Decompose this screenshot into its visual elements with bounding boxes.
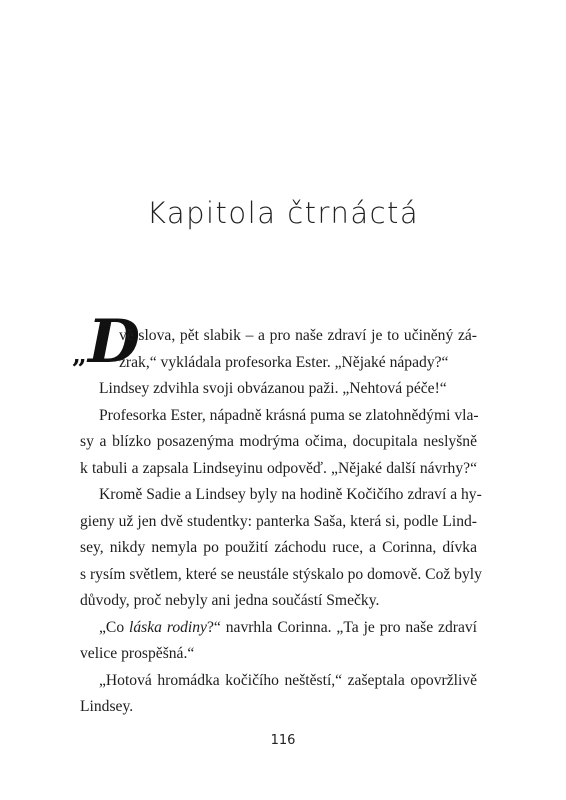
text-line: sey, nikdy nemyla po použití záchodu ruce, a Corinna, dívka	[80, 539, 477, 556]
text-fragment: ?“ navrhla Corinna. „Ta je pro naše zdraví	[206, 618, 477, 636]
drop-cap-quote: „	[72, 340, 87, 370]
page-number: 116	[270, 733, 296, 748]
text-line: velice prospěšná.“	[80, 645, 195, 662]
drop-cap-letter: D	[88, 307, 141, 377]
italic-phrase: láska rodiny	[129, 618, 207, 636]
text-line: gieny už jen dvě studentky: panterka Saša, která si, podle Lind-	[80, 512, 477, 530]
text-line: Lindsey zdvihla svoji obvázanou paži. „Nehtová péče!“	[99, 380, 447, 397]
text-line: vě slova, pět slabik – a pro naše zdraví je to učiněný zá-	[119, 327, 477, 344]
text-line: sy a blízko posazenýma modrýma očima, docupitala neslyšně	[80, 433, 477, 450]
text-line: s rysím světlem, které se neustále stýskalo po domově. Což byly	[80, 565, 482, 583]
text-line: „Hotová hromádka kočičího neštěstí,“ zašeptala opovržlivě	[99, 671, 477, 689]
text-line: důvody, proč nebyly ani jedna součástí Smečky.	[80, 592, 380, 609]
text-line-corinna	[99, 615, 477, 642]
chapter-title: Kapitola čtrnáctá	[146, 196, 420, 230]
text-line: zrak,“ vykládala profesorka Ester. „Nějaké nápady?“	[119, 353, 449, 371]
chapter-body	[80, 323, 482, 721]
text-line: k tabuli a zapsala Lindseyinu odpověď. „Nějaké další návrhy?“	[80, 459, 477, 477]
text-fragment: „Co	[99, 618, 130, 636]
text-line: Kromě Sadie a Lindsey byly na hodině Kočičího zdraví a hy-	[99, 486, 482, 503]
text-line: Lindsey.	[80, 698, 134, 715]
text-line: Profesorka Ester, nápadně krásná puma se zlatohnědými vla-	[99, 406, 479, 424]
